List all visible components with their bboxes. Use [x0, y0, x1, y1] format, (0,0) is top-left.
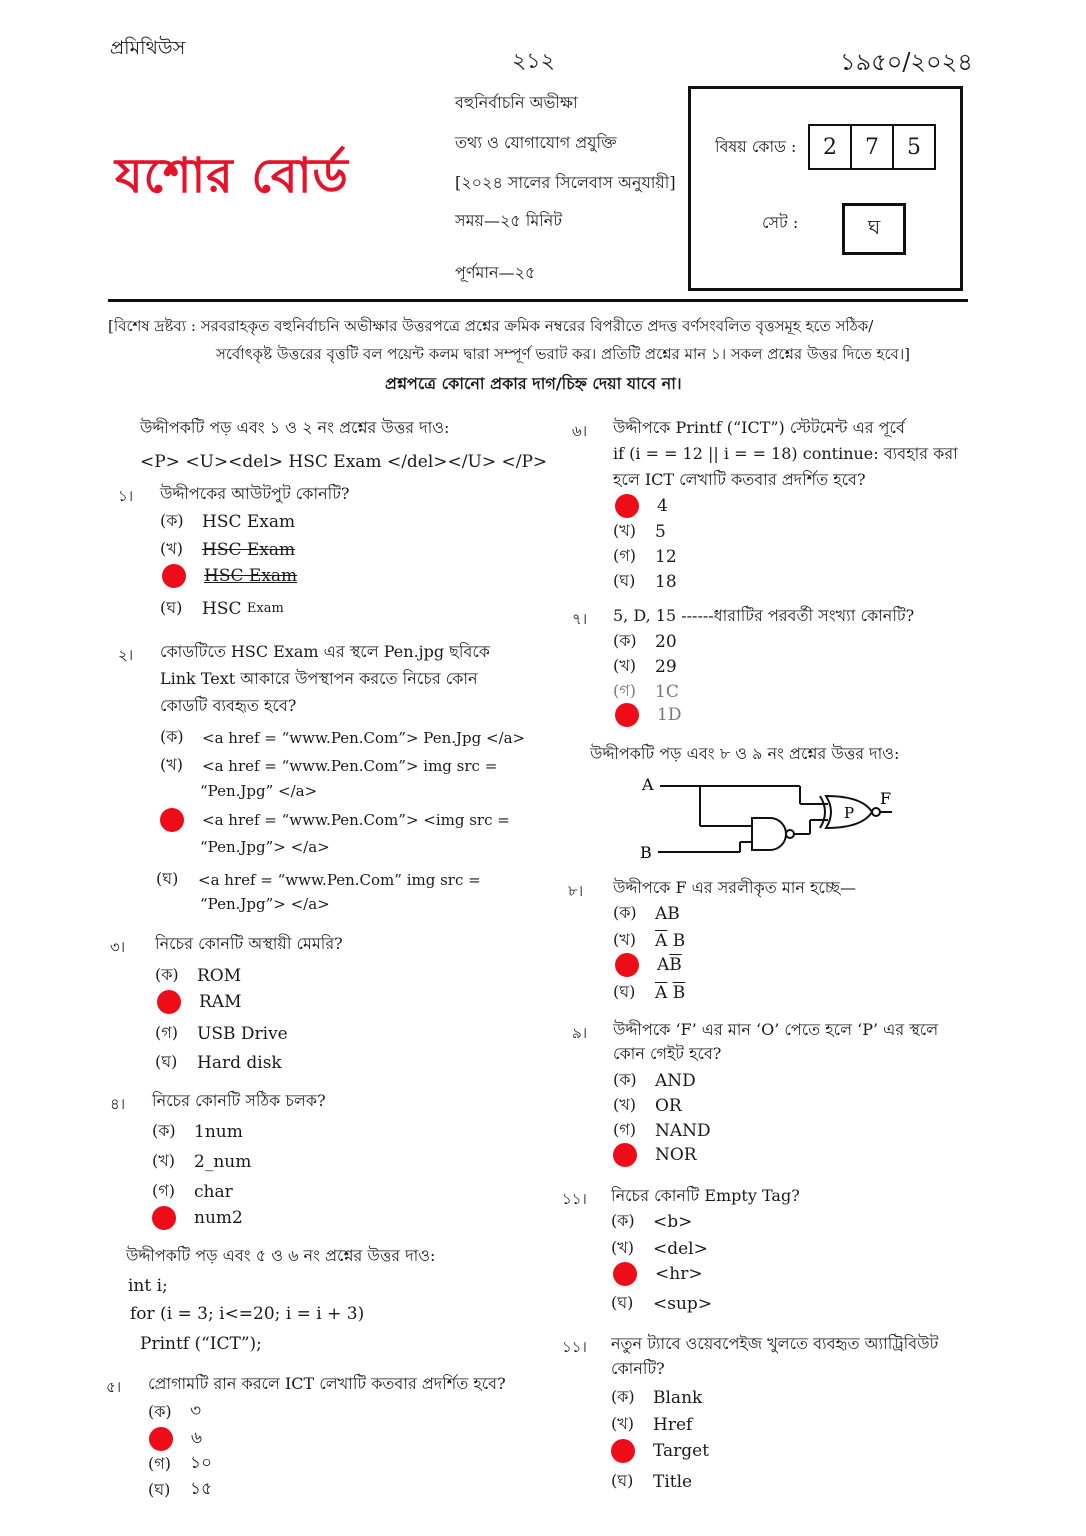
question-text: Link Text আকারে উপস্থাপন করতে নিচের কোন — [160, 669, 478, 688]
board-title: যশোর বোর্ড — [115, 148, 349, 204]
question-text: কোন গেইট হবে? — [613, 1044, 722, 1063]
option[interactable] — [613, 518, 666, 545]
question-text: নতুন ট্যাবে ওয়েবপেইজ খুলতে ব্যবহৃত অ্যাট্রিবিউট — [611, 1334, 939, 1353]
option-term-b: $\overline{B}$ — [672, 982, 686, 1003]
subject-name: তথ্য ও যোগাযোগ প্রযুক্তি — [455, 133, 617, 152]
option[interactable] — [155, 1049, 282, 1076]
option-label: (গ) — [613, 681, 636, 700]
subject-code-digit: 2 — [823, 134, 837, 160]
subject-code-cells — [808, 124, 936, 170]
option[interactable] — [160, 536, 295, 563]
question-number: ১১। — [562, 1338, 587, 1356]
filled-answer-circle — [613, 1262, 637, 1286]
filled-answer-circle — [611, 1439, 635, 1463]
option[interactable] — [160, 508, 295, 535]
option-label: (খ) — [160, 755, 183, 774]
option[interactable] — [613, 979, 685, 1006]
question-text: উদ্দীপকে F এর সরলীকৃত মান হচ্ছে— — [613, 878, 856, 897]
option-text: AB — [655, 903, 680, 924]
option-text: <a href = “www.Pen.Com”> <img src = — [202, 811, 510, 829]
option-label: (ঘ) — [611, 1471, 634, 1490]
option-label: (ক) — [613, 631, 637, 650]
option-label: (ক) — [160, 727, 184, 746]
option-text: 1C — [655, 681, 679, 702]
question-number: ৫। — [106, 1378, 122, 1396]
option[interactable] — [160, 752, 497, 779]
logic-circuit-diagram — [630, 770, 900, 866]
exam-type: বহুনির্বাচনি অভীক্ষা — [455, 93, 578, 112]
option-text: ৩ — [190, 1401, 202, 1421]
question-text: প্রোগামটি রান করলে ICT লেখাটি কতবার প্রদর্শিত হবে? — [148, 1374, 506, 1393]
instructions — [108, 312, 978, 368]
option-text: <a href = “www.Pen.Com” img src = — [198, 870, 481, 889]
option-label: (খ) — [613, 930, 636, 949]
no-mark-warning: প্রশ্নপত্রে কোনো প্রকার দাগ/চিহ্ন দেয়া যাবে না। — [385, 374, 682, 393]
option[interactable] — [611, 1290, 712, 1317]
option-label: (ঘ) — [156, 869, 179, 888]
question-text: হলে ICT লেখাটি কতবার প্রদর্শিত হবে? — [613, 470, 866, 489]
question-number: ১। — [118, 487, 134, 505]
question-text: কোনটি? — [611, 1359, 665, 1378]
option[interactable] — [613, 927, 685, 954]
option-text: 29 — [655, 656, 677, 677]
c-code-line: Printf (“ICT”); — [140, 1334, 262, 1354]
question-text: নিচের কোনটি অস্থায়ী মেমরি? — [155, 934, 343, 953]
subject-code-label: বিষয় কোড : — [715, 137, 797, 156]
instruction-line: [বিশেষ দ্রষ্টব্য : সরবরাহকৃত বহুনির্বাচনি অভীক্ষার উত্তরপত্রে প্রশ্নের ক্রমিক নম্বরের বিপরীতে প্রদত্ত বর্ণসংবলিত বৃত্তসমূহ হতে সঠিক/ — [108, 317, 874, 335]
option-text: 1num — [194, 1121, 243, 1142]
option[interactable] — [613, 1092, 682, 1119]
option-text: ROM — [197, 965, 242, 986]
syllabus-note: [২০২৪ সালের সিলেবাস অনুযায়ী] — [455, 173, 676, 192]
full-marks: পূর্ণমান—২৫ — [455, 263, 536, 282]
question-number: ২। — [118, 646, 134, 664]
question-text: উদ্দীপকের আউটপুট কোনটি? — [160, 484, 350, 503]
option-text: HSC Exam — [202, 511, 296, 532]
exam-time: সময়—২৫ মিনিট — [455, 211, 563, 230]
question-number: ৩। — [110, 938, 126, 956]
option[interactable] — [613, 653, 677, 680]
option-label: (গ) — [152, 1181, 175, 1200]
option-selected[interactable] — [611, 1262, 703, 1286]
option-text: 2_num — [194, 1151, 252, 1172]
option-text: num2 — [194, 1208, 243, 1228]
option-text: HSC Exam — [202, 539, 296, 560]
option-text: 1D — [657, 705, 682, 725]
option-label: (ক) — [152, 1121, 176, 1140]
question-text: 5, D, 15 ------ধারাটির পরবর্তী সংখ্যা কোনটি? — [613, 606, 915, 625]
option-text: NOR — [655, 1145, 697, 1165]
option-label: (গ) — [148, 1453, 171, 1473]
option-term-a: $\overline{A}$ — [655, 930, 668, 951]
option-label: (গ) — [613, 546, 636, 565]
filled-answer-circle — [157, 990, 181, 1014]
option-label: (ঘ) — [160, 598, 183, 617]
option-label: (খ) — [611, 1238, 634, 1257]
publisher-name: প্রমিথিউস — [110, 37, 186, 59]
filled-answer-circle — [160, 808, 184, 832]
option[interactable] — [611, 1468, 692, 1495]
option-label: (ক) — [613, 903, 637, 922]
option-label: (ঘ) — [148, 1479, 171, 1499]
option-label: (ক) — [148, 1401, 172, 1421]
question-text: কোডটিতে HSC Exam এর স্থলে Pen.jpg ছবিকে — [160, 642, 490, 661]
option[interactable] — [611, 1235, 708, 1262]
option-label: (খ) — [613, 521, 636, 540]
option[interactable] — [160, 724, 525, 751]
option[interactable] — [613, 900, 680, 927]
option-text: Blank — [653, 1387, 703, 1408]
option-text: <hr> — [655, 1264, 703, 1284]
option[interactable] — [152, 1178, 233, 1205]
option-label: (ঘ) — [613, 982, 636, 1001]
option-text: char — [194, 1181, 233, 1202]
option-text: Title — [653, 1471, 693, 1492]
option-term-b: $\overline{B}$ — [669, 955, 682, 975]
question-number: ৪। — [110, 1095, 126, 1113]
output-label-f: F — [880, 789, 892, 808]
option-text: ১০ — [190, 1453, 213, 1473]
option-label: (ক) — [160, 511, 184, 530]
page-number: ২১২ — [512, 49, 555, 74]
option-label: (ক) — [611, 1387, 635, 1406]
header-divider — [108, 299, 968, 302]
option[interactable] — [152, 1148, 251, 1175]
option[interactable] — [148, 1450, 212, 1478]
option-label: (খ) — [611, 1414, 634, 1433]
set-label: সেট : — [762, 213, 799, 232]
option-label: (খ) — [152, 1151, 175, 1170]
subject-code-box — [688, 86, 963, 291]
option-label: (ঘ) — [611, 1293, 634, 1312]
question-number: ৯। — [572, 1024, 588, 1042]
option[interactable] — [611, 1208, 692, 1235]
option-label: (ক) — [155, 965, 179, 984]
option-text-continued: “Pen.Jpg” </a> — [200, 782, 318, 800]
option[interactable] — [613, 1117, 711, 1144]
filled-answer-circle — [613, 1143, 637, 1167]
option[interactable] — [613, 568, 677, 595]
option[interactable] — [155, 1020, 288, 1047]
filled-answer-circle — [615, 953, 639, 977]
option-label: (গ) — [155, 1023, 178, 1042]
option-selected[interactable] — [613, 703, 681, 727]
option-text: 12 — [655, 546, 677, 567]
option[interactable] — [160, 595, 284, 622]
option-selected[interactable] — [158, 808, 510, 832]
option[interactable] — [155, 962, 241, 989]
c-code-line: for (i = 3; i<=20; i = i + 3) — [130, 1304, 365, 1324]
html-code-snippet: <P> <U><del> HSC Exam </del></U> </P> — [140, 452, 548, 472]
option-text: <sup> — [653, 1293, 713, 1314]
option[interactable] — [613, 628, 677, 655]
c-code-line: int i; — [128, 1276, 168, 1296]
option-label: (ক) — [613, 1070, 637, 1089]
option-text: HSC Exam — [204, 566, 298, 586]
option-text: 18 — [655, 571, 677, 592]
stimulus-1-2: উদ্দীপকটি পড় এবং ১ ও ২ নং প্রশ্নের উত্তর দাও: — [140, 418, 450, 437]
question-number: ৬। — [572, 422, 588, 440]
option[interactable] — [156, 866, 481, 893]
option-text: NAND — [655, 1120, 711, 1141]
question-number: ৮। — [568, 882, 584, 900]
option-label: (ঘ) — [613, 571, 636, 590]
question-text: নিচের কোনটি সঠিক চলক? — [152, 1091, 326, 1110]
option-text: <b> — [653, 1211, 693, 1232]
option[interactable] — [148, 1476, 212, 1504]
option-selected[interactable] — [609, 1439, 709, 1463]
option-selected[interactable] — [147, 1425, 202, 1453]
stimulus-5-6: উদ্দীপকটি পড় এবং ৫ ও ৬ নং প্রশ্নের উত্তর দাও: — [126, 1246, 436, 1265]
option-label: (খ) — [613, 1095, 636, 1114]
option-text: 20 — [655, 631, 677, 652]
option-text-continued: “Pen.Jpg”> </a> — [200, 838, 330, 856]
option[interactable] — [613, 1067, 696, 1094]
option-term-b: B — [672, 930, 686, 951]
option-term-a: $\overline{A}$ — [655, 982, 668, 1003]
option-text-continued: “Pen.Jpg”> </a> — [200, 895, 330, 913]
option[interactable] — [148, 1398, 201, 1426]
option-text: <del> — [653, 1238, 708, 1259]
option-text: ১৫ — [190, 1479, 213, 1499]
option-text: OR — [655, 1095, 682, 1116]
option-text: RAM — [199, 992, 242, 1012]
option-label: (গ) — [613, 1120, 636, 1139]
option-label: (খ) — [160, 539, 183, 558]
question-text: if (i = = 12 || i = = 18) continue: ব্যবহার করা — [613, 444, 958, 463]
option[interactable] — [611, 1411, 692, 1438]
subject-code-digit: 7 — [850, 126, 892, 168]
set-value: ঘ — [842, 203, 906, 255]
gate-label-p: P — [844, 804, 855, 822]
option-label: (ক) — [611, 1211, 635, 1230]
option-selected[interactable] — [160, 564, 297, 588]
option-label: (ঘ) — [155, 1052, 178, 1071]
option-text: Target — [653, 1441, 710, 1461]
option-text: <a href = “www.Pen.Com”> img src = — [202, 756, 498, 775]
subject-code-digit: 5 — [892, 126, 934, 168]
question-text: কোডটি ব্যবহৃত হবে? — [160, 696, 297, 715]
option-selected[interactable] — [611, 1143, 697, 1167]
option-term-a: A — [657, 955, 670, 975]
instruction-line: সর্বোৎকৃষ্ট উত্তরের বৃত্তটি বল পয়েন্ট কলম দ্বারা সম্পূর্ণ ভরাট কর। প্রতিটি প্রশ্নের মান ১। সকল প্রশ্নের উত্তর দিতে হবে।] — [216, 345, 911, 363]
input-label-b: B — [640, 843, 652, 862]
input-label-a: A — [642, 775, 654, 794]
option[interactable] — [152, 1118, 243, 1145]
question-text: উদ্দীপকে ‘F’ এর মান ‘O’ পেতে হলে ‘P’ এর স্থলে — [613, 1020, 939, 1039]
filled-answer-circle — [615, 703, 639, 727]
option-selected[interactable] — [613, 953, 682, 977]
option-selected[interactable] — [155, 990, 241, 1014]
stimulus-8-9: উদ্দীপকটি পড় এবং ৮ ও ৯ নং প্রশ্নের উত্তর দাও: — [590, 744, 900, 763]
option[interactable] — [611, 1384, 702, 1411]
option-label: (খ) — [613, 656, 636, 675]
option-selected[interactable] — [613, 494, 668, 518]
year-code: ১৯৫০/২০২৪ — [840, 48, 973, 76]
option[interactable] — [613, 678, 679, 705]
option-selected[interactable] — [150, 1206, 243, 1230]
option-text: 5 — [655, 521, 666, 542]
option-text: Href — [653, 1414, 693, 1435]
option-superscript: Exam — [246, 601, 284, 616]
option-text: ৬ — [191, 1428, 203, 1448]
filled-answer-circle — [149, 1427, 173, 1451]
question-number: ১১। — [562, 1190, 587, 1208]
question-text: উদ্দীপকে Printf (“ICT”) স্টেটমেন্ট এর পূর্বে — [613, 418, 905, 437]
filled-answer-circle — [152, 1206, 176, 1230]
filled-answer-circle — [615, 494, 639, 518]
option-text: <a href = “www.Pen.Com”> Pen.Jpg </a> — [202, 728, 526, 747]
filled-answer-circle — [162, 564, 186, 588]
question-text: নিচের কোনটি Empty Tag? — [611, 1186, 800, 1205]
option-text: USB Drive — [197, 1023, 288, 1044]
option[interactable] — [613, 543, 677, 570]
option-text: AND — [655, 1070, 696, 1091]
option-text: HSC — [202, 598, 242, 619]
option-text: 4 — [657, 496, 668, 516]
option-text: Hard disk — [197, 1052, 282, 1073]
question-number: ৭। — [572, 610, 588, 628]
